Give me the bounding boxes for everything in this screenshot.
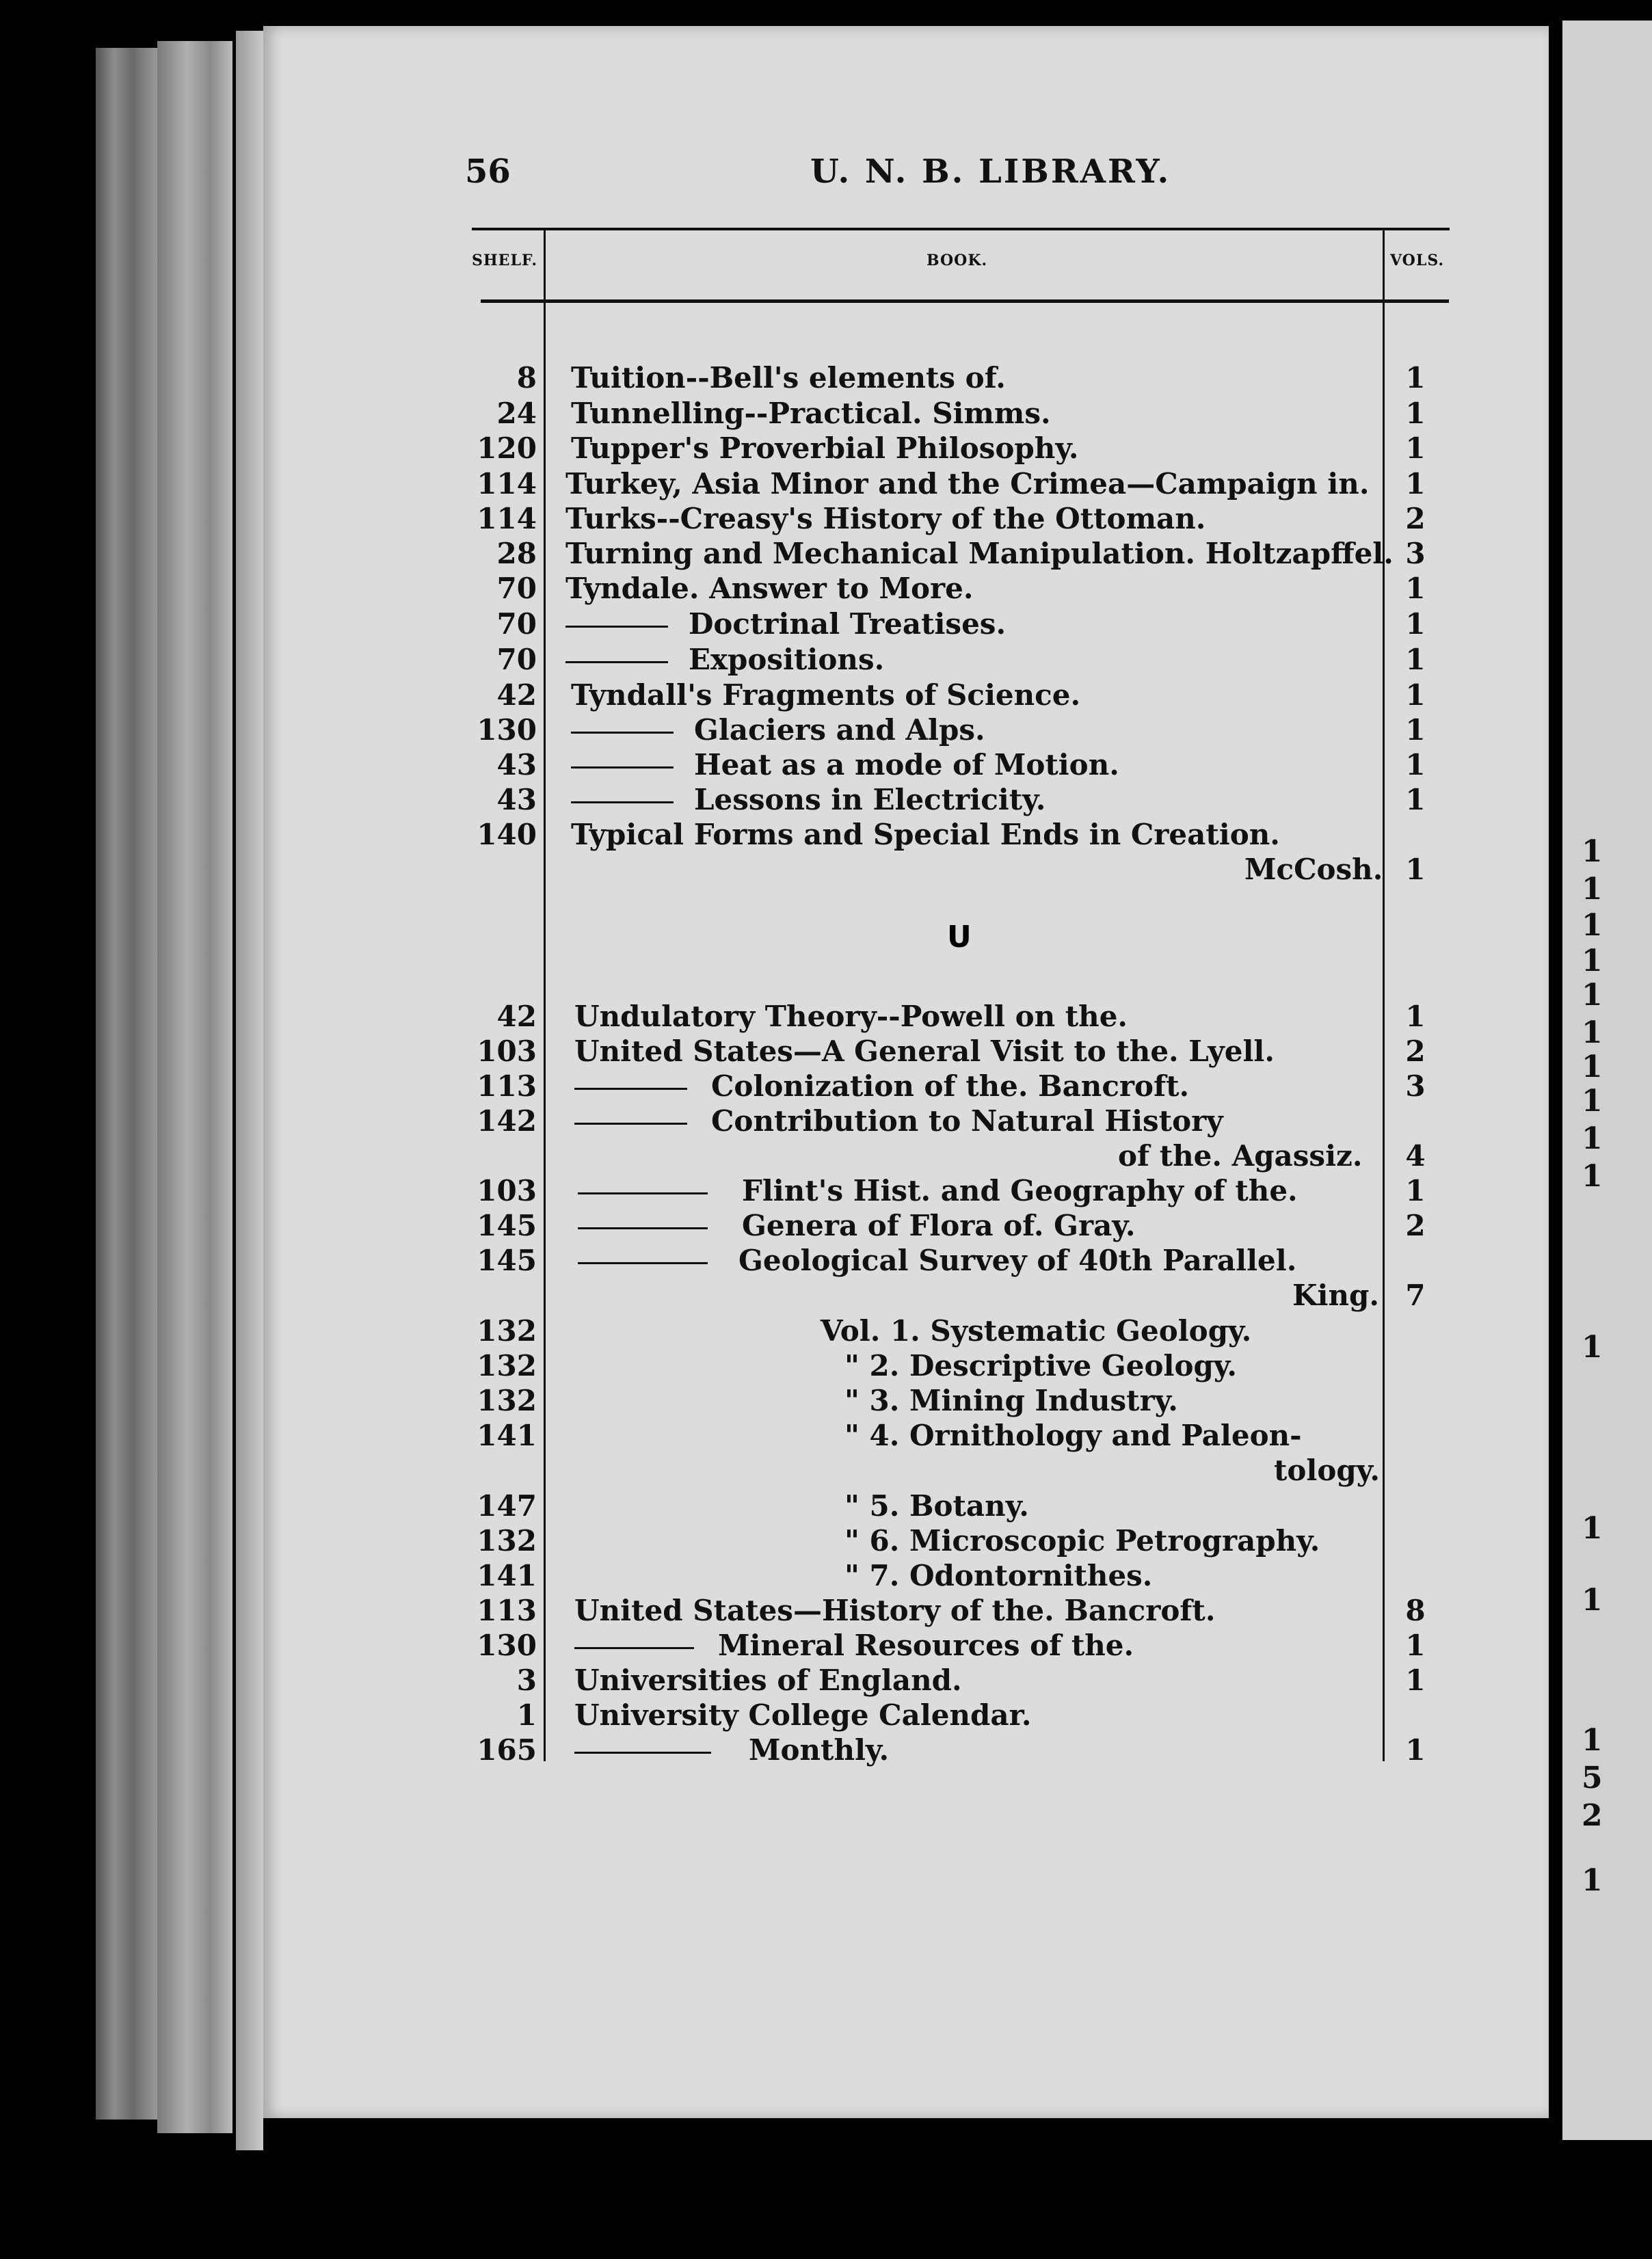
facing-page-fragment: 1 [1582, 1121, 1603, 1156]
volume-count: 2 [1405, 502, 1426, 535]
volume-count: 1 [1405, 397, 1426, 430]
facing-page-fragment: 1 [1582, 1159, 1603, 1194]
catalog-entry-continuation [263, 1279, 1549, 1313]
running-head: U. N. B. LIBRARY. [810, 152, 1171, 191]
volume-count: 8 [1405, 1594, 1426, 1627]
table-header-rule [481, 299, 1449, 303]
catalog-entry [263, 1314, 1549, 1348]
shelf-number: 165 [477, 1733, 537, 1767]
shelf-number: 28 [496, 537, 537, 570]
catalog-entry [263, 361, 1549, 395]
volume-count: 1 [1405, 467, 1426, 500]
facing-page-fragment: 1 [1582, 1723, 1603, 1758]
shelf-number: 130 [477, 1629, 537, 1662]
book-title: Heat as a mode of Motion. [694, 748, 1119, 781]
catalog-entry [263, 678, 1549, 712]
facing-page-fragment: 1 [1582, 1084, 1603, 1119]
volume-count: 1 [1405, 1629, 1426, 1662]
volume-count: 1 [1405, 1733, 1426, 1767]
book-title: tology. [1274, 1454, 1380, 1487]
catalog-entry [263, 1349, 1549, 1383]
facing-page-fragment: 1 [1582, 834, 1603, 869]
volume-count: 1 [1405, 783, 1426, 816]
catalog-entry [263, 502, 1549, 536]
facing-page-fragment: 1 [1582, 1863, 1603, 1898]
shelf-number: 141 [477, 1419, 537, 1452]
shelf-number: 43 [496, 748, 537, 781]
book-title: Typical Forms and Special Ends in Creation. [571, 818, 1280, 851]
shelf-number: 132 [477, 1349, 537, 1382]
catalog-entry [263, 1489, 1549, 1523]
book-edge-inner [236, 31, 263, 2150]
book-title: Tyndale. Answer to More. [565, 572, 974, 605]
catalog-entry [263, 1629, 1549, 1663]
facing-page-fragment: 1 [1582, 908, 1603, 943]
ditto-dash [571, 801, 674, 803]
shelf-number: 140 [477, 818, 537, 851]
volume-count: 2 [1405, 1209, 1426, 1242]
book-title: Glaciers and Alps. [694, 713, 985, 747]
shelf-number: 132 [477, 1314, 537, 1348]
book-title: Lessons in Electricity. [694, 783, 1046, 816]
column-header-shelf: SHELF. [472, 252, 537, 269]
facing-page-fragment: 1 [1582, 1330, 1603, 1365]
catalog-entry [263, 1419, 1549, 1453]
catalog-entry [263, 431, 1549, 466]
catalog-entry [263, 818, 1549, 852]
catalog-entry [263, 1594, 1549, 1628]
catalog-entry [263, 1559, 1549, 1593]
shelf-number: 70 [496, 607, 537, 641]
book-title: Universities of England. [574, 1663, 962, 1697]
facing-page-fragment: 1 [1582, 978, 1603, 1013]
shelf-number: 103 [477, 1174, 537, 1207]
ditto-dash [571, 766, 674, 768]
catalog-entry [263, 467, 1549, 501]
catalog-entry [263, 1174, 1549, 1208]
facing-page-fragment: 1 [1582, 944, 1603, 978]
book-title: United States—A General Visit to the. Lyell. [574, 1034, 1275, 1068]
volume-count: 1 [1405, 643, 1426, 676]
ditto-dash [578, 1192, 708, 1194]
book-title: Expositions. [689, 643, 885, 676]
facing-page-fragment: 1 [1582, 1583, 1603, 1618]
volume-count: 7 [1405, 1279, 1426, 1312]
ditto-dash [578, 1227, 708, 1229]
book-title: Vol. 1. Systematic Geology. [821, 1314, 1252, 1348]
catalog-entry-continuation [263, 853, 1549, 887]
book-title: of the. Agassiz. [1118, 1139, 1363, 1173]
book-edge-outer [96, 48, 157, 2120]
column-header-vols: VOLS. [1390, 252, 1445, 269]
book-title: Monthly. [749, 1733, 890, 1767]
volume-count: 1 [1405, 1663, 1426, 1697]
book-title: Tunnelling--Practical. Simms. [571, 397, 1051, 430]
catalog-entry [263, 713, 1549, 747]
shelf-number: 113 [477, 1594, 537, 1627]
facing-page-fragment: 1 [1582, 1015, 1603, 1050]
book-title: University College Calendar. [574, 1698, 1032, 1732]
shelf-number: 142 [477, 1104, 537, 1138]
volume-count: 1 [1405, 431, 1426, 465]
book-title: " 5. Botany. [844, 1489, 1029, 1523]
ditto-dash [565, 626, 668, 628]
catalog-entry [263, 1244, 1549, 1278]
catalog-entry [263, 397, 1549, 431]
shelf-number: 147 [477, 1489, 537, 1523]
facing-page [1562, 21, 1652, 2140]
book-title: Colonization of the. Bancroft. [711, 1069, 1190, 1103]
book-title: Genera of Flora of. Gray. [742, 1209, 1136, 1242]
book-title: Flint's Hist. and Geography of the. [742, 1174, 1298, 1207]
catalog-entry [263, 1069, 1549, 1104]
shelf-number: 42 [496, 1000, 537, 1033]
page-number: 56 [465, 152, 511, 191]
catalog-entry [263, 572, 1549, 606]
shelf-number: 114 [477, 467, 537, 500]
shelf-number: 24 [496, 397, 537, 430]
catalog-entry [263, 1104, 1549, 1138]
shelf-number: 70 [496, 643, 537, 676]
shelf-number: 113 [477, 1069, 537, 1103]
facing-page-fragment: 1 [1582, 1050, 1603, 1084]
catalog-entry [263, 1034, 1549, 1069]
volume-count: 1 [1405, 713, 1426, 747]
book-title: " 3. Mining Industry. [844, 1384, 1178, 1417]
facing-page-fragment: 1 [1582, 1511, 1603, 1546]
catalog-entry [263, 537, 1549, 571]
catalog-page [263, 26, 1549, 2118]
book-title: " 7. Odontornithes. [844, 1559, 1153, 1592]
shelf-number: 132 [477, 1524, 537, 1558]
book-title: Tuition--Bell's elements of. [571, 361, 1006, 395]
ditto-dash [578, 1262, 708, 1264]
catalog-entry-continuation [263, 1454, 1549, 1488]
volume-count: 1 [1405, 1000, 1426, 1033]
book-title: Tupper's Proverbial Philosophy. [571, 431, 1079, 465]
catalog-entry-continuation [263, 1139, 1549, 1173]
book-title: Undulatory Theory--Powell on the. [574, 1000, 1128, 1033]
volume-count: 3 [1405, 537, 1426, 570]
catalog-entry [263, 1663, 1549, 1698]
catalog-entry [263, 748, 1549, 782]
catalog-entry [263, 1000, 1549, 1034]
shelf-number: 145 [477, 1244, 537, 1277]
shelf-number: 1 [516, 1698, 537, 1732]
volume-count: 4 [1405, 1139, 1426, 1173]
catalog-entry [263, 643, 1549, 677]
shelf-number: 141 [477, 1559, 537, 1592]
facing-page-fragment: 5 [1582, 1761, 1603, 1795]
facing-page-fragment: 1 [1582, 872, 1603, 907]
book-title: McCosh. [1244, 853, 1383, 886]
shelf-number: 8 [516, 361, 537, 395]
shelf-number: 120 [477, 431, 537, 465]
catalog-entry [263, 1733, 1549, 1767]
ditto-dash [574, 1123, 687, 1125]
catalog-entry [263, 1384, 1549, 1418]
facing-page-fragment: 2 [1582, 1798, 1603, 1833]
book-title: " 4. Ornithology and Paleon- [844, 1419, 1302, 1452]
ditto-dash [571, 732, 674, 734]
book-title: King. [1292, 1279, 1379, 1312]
book-title: Tyndall's Fragments of Science. [571, 678, 1081, 712]
catalog-entry [263, 1524, 1549, 1558]
shelf-number: 103 [477, 1034, 537, 1068]
book-title: " 6. Microscopic Petrography. [844, 1524, 1320, 1558]
catalog-entry [263, 783, 1549, 817]
column-header-book: BOOK. [927, 252, 988, 269]
volume-count: 1 [1405, 361, 1426, 395]
book-edge-middle [157, 41, 232, 2133]
volume-count: 1 [1405, 853, 1426, 886]
book-title: Geological Survey of 40th Parallel. [738, 1244, 1297, 1277]
shelf-number: 43 [496, 783, 537, 816]
volume-count: 1 [1405, 748, 1426, 781]
volume-count: 3 [1405, 1069, 1426, 1103]
book-title: Turkey, Asia Minor and the Crimea—Campaign in. [565, 467, 1370, 500]
catalog-entry [263, 1698, 1549, 1733]
book-title: Turks--Creasy's History of the Ottoman. [565, 502, 1206, 535]
book-title: United States—History of the. Bancroft. [574, 1594, 1216, 1627]
volume-count: 1 [1405, 572, 1426, 605]
ditto-dash [574, 1088, 687, 1090]
section-heading-u: U [947, 920, 972, 954]
ditto-dash [565, 661, 668, 663]
shelf-number: 130 [477, 713, 537, 747]
volume-count: 1 [1405, 607, 1426, 641]
shelf-number: 70 [496, 572, 537, 605]
volume-count: 1 [1405, 1174, 1426, 1207]
book-title: Turning and Mechanical Manipulation. Holtzapffel. [565, 537, 1394, 570]
ditto-dash [574, 1647, 694, 1649]
shelf-number: 42 [496, 678, 537, 712]
catalog-entry [263, 1209, 1549, 1243]
book-title: " 2. Descriptive Geology. [844, 1349, 1238, 1382]
shelf-number: 3 [516, 1663, 537, 1697]
shelf-number: 132 [477, 1384, 537, 1417]
shelf-number: 114 [477, 502, 537, 535]
volume-count: 2 [1405, 1034, 1426, 1068]
book-title: Doctrinal Treatises. [689, 607, 1007, 641]
table-top-rule [472, 228, 1450, 230]
catalog-entry [263, 607, 1549, 641]
volume-count: 1 [1405, 678, 1426, 712]
book-title: Contribution to Natural History [711, 1104, 1223, 1138]
book-title: Mineral Resources of the. [718, 1629, 1134, 1662]
ditto-dash [574, 1752, 711, 1754]
shelf-number: 145 [477, 1209, 537, 1242]
